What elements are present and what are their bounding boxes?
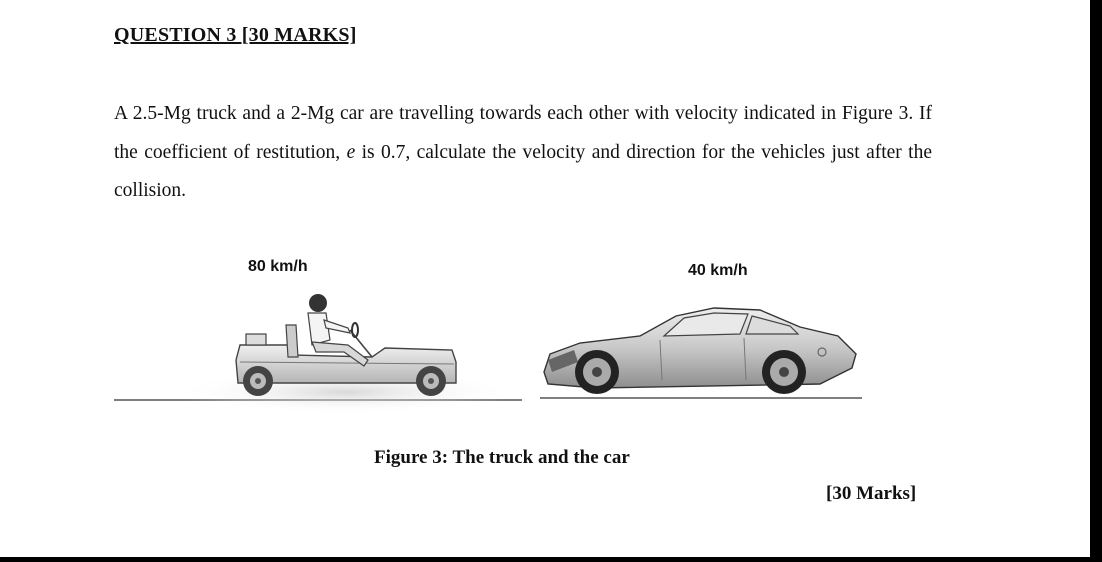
car-illustration <box>544 308 856 394</box>
question-text-part-1: A 2.5-Mg truck and a 2-Mg car are travelling towards each other with velocity indicated in Figure 3. If the coefficient of restitution, <box>114 103 932 163</box>
car-speed-label: 40 km/h <box>688 262 748 279</box>
restitution-symbol: e <box>346 141 356 163</box>
truck-illustration <box>175 294 515 414</box>
question-text-part-2: is 0.7, calculate the velocity and direction for the vehicles just after the collision. <box>114 141 932 201</box>
marks-label: [30 Marks] <box>826 483 917 504</box>
question-heading: QUESTION 3 [30 MARKS] <box>114 24 357 46</box>
truck-speed-label: 80 km/h <box>248 258 308 275</box>
figure-caption: Figure 3: The truck and the car <box>374 447 630 468</box>
